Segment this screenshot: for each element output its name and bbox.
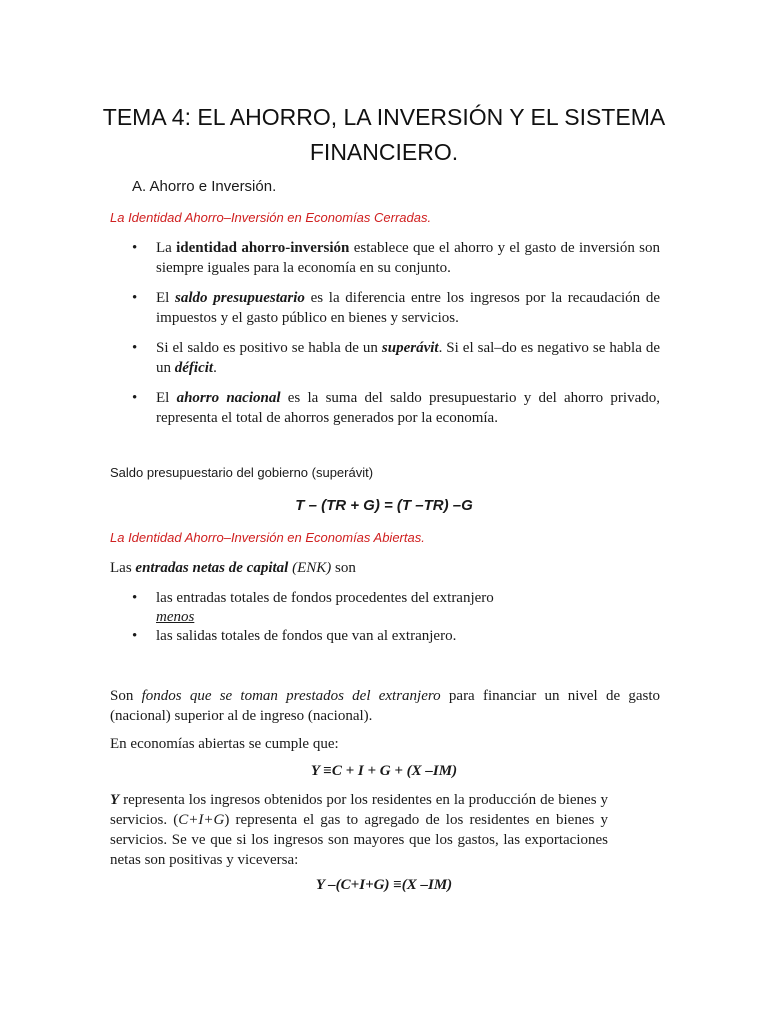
bullet-icon: • xyxy=(132,340,138,356)
title-line-1: TEMA 4: EL AHORRO, LA INVERSIÓN Y EL SISTEMA xyxy=(102,104,666,130)
list-item: • las entradas totales de fondos procedentes del extranjero xyxy=(132,590,494,606)
section-a-heading: A. Ahorro e Inversión. xyxy=(132,178,277,195)
page-title xyxy=(0,100,768,170)
list-item: • El saldo presupuestario es la diferencia entre los ingresos por la recaudación de impuestos y el gasto público en bienes y servicios. xyxy=(132,290,660,326)
open-economy-text: En economías abiertas se cumple que: xyxy=(110,736,339,752)
list-item: • El ahorro nacional es la suma del saldo presupuestario y del ahorro privado, representa el total de ahorros generados por la economía. xyxy=(132,390,660,426)
equation-budget: T – (TR + G) = (T –TR) –G xyxy=(295,497,473,514)
list-item: • las salidas totales de fondos que van al extranjero. xyxy=(132,628,457,644)
son-paragraph: Son fondos que se toman prestados del extranjero para financiar un nivel de gasto (nacional) superior al de ingreso (nacional). xyxy=(110,688,660,724)
y-paragraph: Y representa los ingresos obtenidos por los residentes en la producción de bienes y servicios. (C+I+G) representa el gas to agregado de los residentes en bienes y servicios. Se ve que si los ingresos son mayores que los gastos, las exportaciones netas son positivas y viceversa: xyxy=(110,792,608,868)
enk-paragraph: Las entradas netas de capital (ENK) son xyxy=(110,560,356,576)
bullet-list-1 xyxy=(110,238,660,438)
list-item: • La identidad ahorro-inversión establece que el ahorro y el gasto de inversión son siempre iguales para la economía en su conjunto. xyxy=(132,240,660,276)
list-item: • Si el saldo es positivo se habla de un superávit. Si el sal–do es negativo se habla de un déficit. xyxy=(132,340,661,376)
bullet-icon: • xyxy=(132,390,138,406)
title-line-2: FINANCIERO. xyxy=(309,139,459,165)
bullet-icon: • xyxy=(132,240,138,256)
equation-net-exports: Y –(C+I+G) ≡(X –IM) xyxy=(315,877,453,893)
bullet-icon: • xyxy=(132,628,138,644)
bullet-icon: • xyxy=(132,590,138,606)
red-heading-open: La Identidad Ahorro–Inversión en Economías Abiertas. xyxy=(110,530,425,545)
bullet-icon: • xyxy=(132,290,138,306)
saldo-label: Saldo presupuestario del gobierno (superávit) xyxy=(110,465,374,480)
bullet-list-2 xyxy=(110,589,660,646)
menos-word: menos xyxy=(156,609,195,625)
red-heading-closed: La Identidad Ahorro–Inversión en Economías Cerradas. xyxy=(110,210,432,225)
equation-income: Y ≡C + I + G + (X –IM) xyxy=(310,763,458,779)
